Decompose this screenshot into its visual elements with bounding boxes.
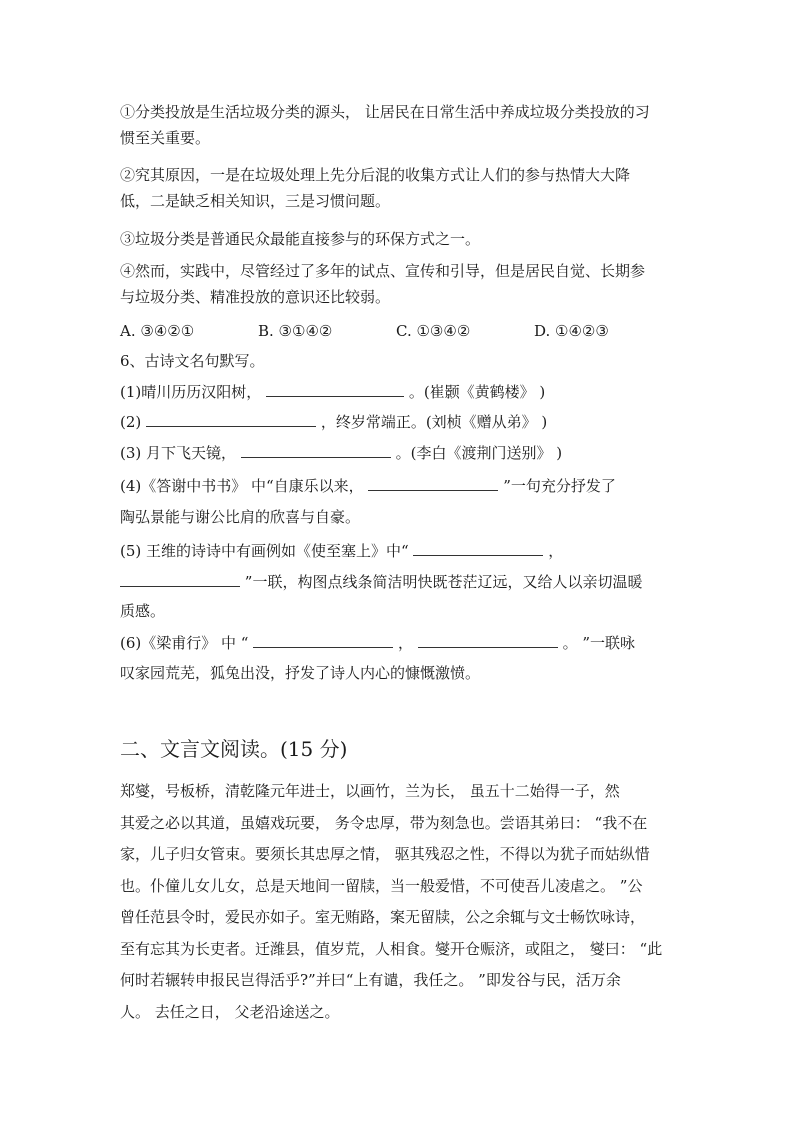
q6-item-5: (5) 王维的诗诗中有画例如《使至塞上》中“ ， (120, 539, 700, 562)
passage-line: 家，儿子归女管束。要须长其忠厚之情， 驱其残忍之性，不得以为犹子而姑纵惜 (120, 845, 650, 863)
option-d[interactable]: D. ①④②③ (534, 322, 609, 340)
q6-item-6: (6)《梁甫行》 中 “ ， 。 ”一联咏 (120, 631, 700, 654)
sentence-2: ②究其原因，一是在垃圾处理上先分后混的收集方式让人们的参与热情大大降 (120, 166, 631, 184)
sentence-3: ③垃圾分类是普通民众最能直接参与的环保方式之一。 (120, 230, 481, 248)
answer-blank[interactable] (418, 631, 558, 648)
sentence-4: ④然而，实践中，尽管经过了多年的试点、宣传和引导，但是居民自觉、长期参 (120, 262, 646, 280)
sentence-1: ①分类投放是生活垃圾分类的源头， 让居民在日常生活中养成垃圾分类投放的习 (120, 103, 650, 121)
option-c[interactable]: C. ①③④② (396, 322, 471, 340)
answer-blank[interactable] (241, 441, 391, 458)
options-row (120, 320, 700, 342)
question-6-title: 6、古诗文名句默写。 (120, 352, 265, 370)
q6-item-4: (4)《答谢中书书》 中“自康乐以来， ”一句充分抒发了 (120, 474, 700, 497)
q6-item-5-end: 质感。 (120, 602, 166, 620)
sentence-1-cont: 惯至关重要。 (120, 129, 211, 147)
answer-blank[interactable] (413, 539, 543, 556)
passage-line: 其爱之必以其道，虽嬉戏玩要， 务令忠厚，带为刻急也。尝语其弟曰： “我不在 (120, 813, 648, 832)
answer-blank[interactable] (368, 474, 498, 491)
answer-blank[interactable] (146, 410, 316, 427)
q6-item-4-cont: 陶弘景能与谢公比肩的欣喜与自豪。 (120, 508, 361, 526)
section-2-title: 二、文言文阅读。(15 分) (120, 737, 348, 761)
option-a[interactable]: A. ③④②① (120, 322, 195, 340)
answer-blank[interactable] (266, 380, 404, 397)
sentence-2-cont: 低，二是缺乏相关知识，三是习惯问题。 (120, 192, 391, 210)
sentence-4-cont: 与垃圾分类、精准投放的意识还比较弱。 (120, 288, 391, 306)
passage-line: 何时若辗转申报民岂得活乎?”并曰“上有谴，我任之。 ”即发谷与民，活万余 (120, 971, 621, 989)
q6-item-2: (2) ，终岁常端正。(刘桢《赠从弟》 ) (120, 410, 700, 433)
passage-line: 曾任范县令时，爱民亦如子。室无贿路，案无留牍，公之余辄与文士畅饮咏诗， (120, 908, 646, 926)
q6-item-6-cont: 叹家园荒芜，狐兔出没，抒发了诗人内心的慷慨激愤。 (120, 664, 481, 682)
passage-line: 也。仆僮儿女儿女，总是天地间一留牍，当一般爱惜，不可使吾儿凌虐之。 ”公 (120, 876, 643, 895)
q6-item-5-cont: ”一联，构图点线条简洁明快既苍茫辽远，又给人以亲切温暖 (120, 570, 700, 593)
answer-blank[interactable] (120, 570, 240, 587)
answer-blank[interactable] (253, 631, 393, 648)
option-b[interactable]: B. ③①④② (258, 322, 333, 340)
passage-line: 郑燮，号板桥，清乾隆元年进士，以画竹，兰为长， 虽五十二始得一子，然 (120, 782, 620, 800)
passage-line: 人。 去任之日， 父老沿途送之。 (120, 1002, 340, 1021)
passage-line: 至有忘其为长吏者。迁潍县，值岁荒，人相食。燮开仓赈济，或阻之， 燮曰： “此 (120, 939, 663, 958)
q6-item-1: (1)晴川历历汉阳树， 。(崔颢《黄鹤楼》 ) (120, 380, 700, 403)
q6-item-3: (3) 月下飞天镜， 。(李白《渡荆门送别》 ) (120, 441, 700, 464)
